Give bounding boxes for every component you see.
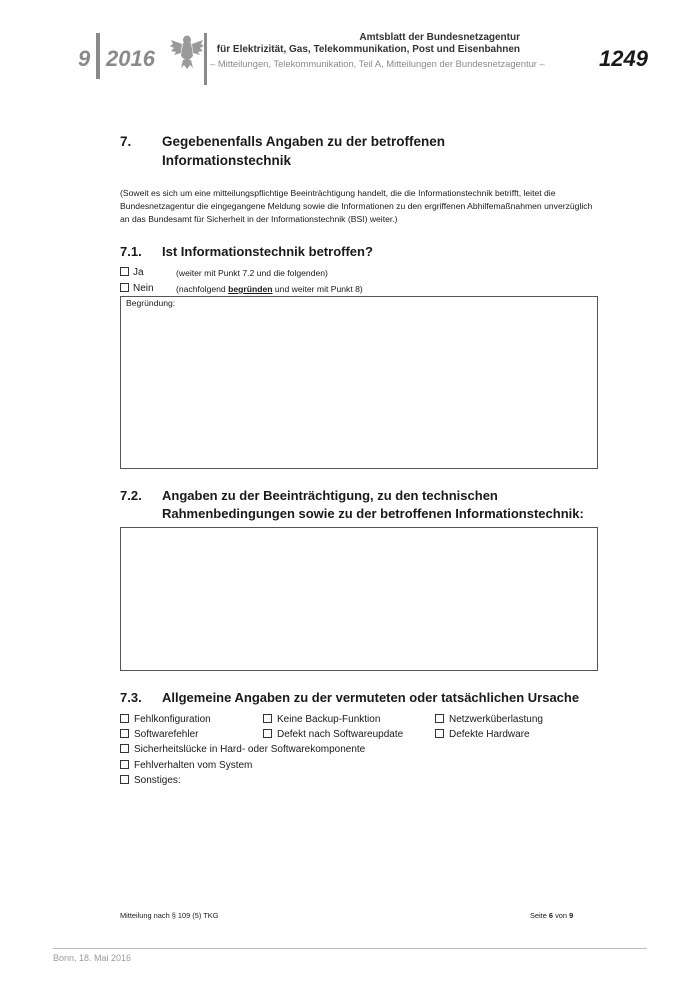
section-7-2-title xyxy=(162,487,602,523)
cause-option[interactable] xyxy=(263,713,380,726)
footer-page-pre: Seite xyxy=(530,911,549,920)
footer-page-counter xyxy=(530,911,573,920)
begruendung-label: Begründung: xyxy=(126,298,176,308)
section-7-2-title-line1: Angaben zu der Beeinträchtigung, zu den technischen xyxy=(162,488,498,503)
checkbox-nein[interactable] xyxy=(120,282,154,295)
cause-option-label: Defekt nach Softwareupdate xyxy=(277,729,404,740)
gazette-title-line2: für Elektrizität, Gas, Telekommunikation, Post und Eisenbahnen xyxy=(216,44,520,55)
section-7-3-number: 7.3. xyxy=(120,690,142,705)
cause-option[interactable] xyxy=(120,774,181,787)
cause-option[interactable] xyxy=(263,728,403,741)
footer-page-current: 6 xyxy=(548,911,554,920)
section-7-intro: (Soweit es sich um eine mitteilungspflichtige Beeinträchtigung handelt, die die Informationstechnik betrifft, leitet die Bundesnetzagentur die eingegangene Meldung sowie die Informationen zu den ergriffenen Abhilfemaßnahmen unverzüglich an das Bundesamt für Sicherheit in der Informationstechnik (BSI) weiter.) xyxy=(120,188,593,224)
section-7-2-number: 7.2. xyxy=(120,488,142,503)
cause-option[interactable] xyxy=(435,728,530,741)
page-number: 1249 xyxy=(599,46,648,71)
section-7-1-title: Ist Informationstechnik betroffen? xyxy=(162,244,373,259)
cause-option-label: Sicherheitslücke in Hard- oder Softwarekomponente xyxy=(134,744,366,755)
nein-note xyxy=(176,283,363,296)
beeintraechtigung-field[interactable] xyxy=(120,527,598,671)
cause-option[interactable] xyxy=(435,713,543,726)
checkbox-icon[interactable] xyxy=(120,267,129,276)
gazette-subtitle: – Mitteilungen, Telekommunikation, Teil A, Mitteilungen der Bundesnetzagentur – xyxy=(210,58,545,69)
checkbox-icon[interactable] xyxy=(120,729,129,738)
footer-page-mid: von xyxy=(553,911,570,920)
gazette-title-line1: Amtsblatt der Bundesnetzagentur xyxy=(359,32,520,43)
nein-note-pre: (nachfolgend xyxy=(176,284,229,294)
checkbox-icon[interactable] xyxy=(263,714,272,723)
cause-option-label: Fehlverhalten vom System xyxy=(134,760,253,771)
ja-note: (weiter mit Punkt 7.2 und die folgenden) xyxy=(176,268,328,278)
issue-year: 2016 xyxy=(106,46,155,71)
checkbox-icon[interactable] xyxy=(435,729,444,738)
footer-rule xyxy=(53,948,647,949)
issue-number: 9 xyxy=(78,46,91,71)
cause-option[interactable] xyxy=(120,728,198,741)
cause-option-label: Softwarefehler xyxy=(134,729,199,740)
publication-date: Bonn, 18. Mai 2016 xyxy=(53,953,132,963)
checkbox-ja-label: Ja xyxy=(133,267,144,278)
nein-note-emphasis: begründen xyxy=(228,284,273,294)
cause-option[interactable] xyxy=(120,759,252,772)
cause-option-label: Keine Backup-Funktion xyxy=(277,714,381,725)
header-divider-2 xyxy=(204,33,207,85)
federal-eagle-icon xyxy=(170,32,204,70)
checkbox-icon[interactable] xyxy=(263,729,272,738)
footer-legal-reference: Mitteilung nach § 109 (5) TKG xyxy=(120,911,219,920)
section-7-title: Gegebenenfalls Angaben zu der betroffenen Informationstechnik xyxy=(162,134,446,168)
checkbox-ja[interactable] xyxy=(120,266,144,279)
checkbox-icon[interactable] xyxy=(120,714,129,723)
checkbox-icon[interactable] xyxy=(435,714,444,723)
cause-option[interactable] xyxy=(120,743,365,756)
cause-option-label: Sonstiges: xyxy=(134,775,181,786)
cause-option-label: Defekte Hardware xyxy=(449,729,530,740)
gazette-title xyxy=(210,32,520,56)
section-7-3-title: Allgemeine Angaben zu der vermuteten oder tatsächlichen Ursache xyxy=(162,690,580,705)
section-7-2-title-line2: Rahmenbedingungen sowie zu der betroffenen Informationstechnik: xyxy=(162,506,584,521)
checkbox-icon[interactable] xyxy=(120,775,129,784)
header-divider xyxy=(96,33,100,79)
begruendung-field[interactable] xyxy=(120,296,598,469)
cause-option-label: Netzwerküberlastung xyxy=(449,714,543,725)
cause-option[interactable] xyxy=(120,713,211,726)
checkbox-icon[interactable] xyxy=(120,744,129,753)
footer-page-total: 9 xyxy=(569,911,574,920)
nein-note-post: und weiter mit Punkt 8) xyxy=(272,284,363,294)
section-7-1-number: 7.1. xyxy=(120,244,142,259)
checkbox-nein-label: Nein xyxy=(133,283,154,294)
cause-option-label: Fehlkonfiguration xyxy=(134,714,211,725)
section-7-number: 7. xyxy=(120,134,132,149)
checkbox-icon[interactable] xyxy=(120,283,129,292)
checkbox-icon[interactable] xyxy=(120,760,129,769)
